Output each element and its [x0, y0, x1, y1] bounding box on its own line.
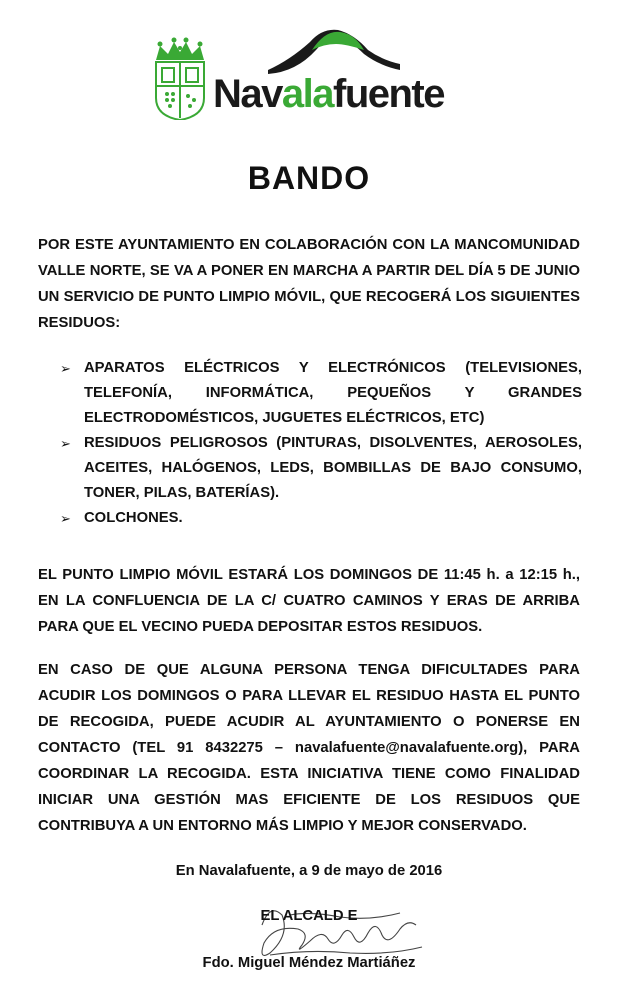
list-item-text: RESIDUOS PELIGROSOS (PINTURAS, DISOLVENTES, AEROSOLES, ACEITES, HALÓGENOS, LEDS, BOMBILLAS DE BAJO CONSUMO, TONER, PILAS, BATERÍAS). [84, 435, 582, 501]
signer-name: Fdo. Miguel Méndez Martiáñez [202, 955, 416, 971]
list-item-text: COLCHONES. [84, 510, 183, 526]
header-logo [150, 20, 450, 120]
contact-paragraph: EN CASO DE QUE ALGUNA PERSONA TENGA DIFICULTADES PARA ACUDIR LOS DOMINGOS O PARA LLEVAR EL RESIDUO HASTA EL PUNTO DE RECOGIDA, PUEDE ACUDIR AL AYUNTAMIENTO O PONERSE EN CONTACTO (TEL 91 8432275 – navalafuente@navalafuente.org), PARA COORDINAR LA RECOGIDA. ESTA INICIATIVA TIENE COMO FINALIDAD INICIAR UNA GESTIÓN MAS EFICIENTE DE LOS RESIDUOS QUE CONTRIBUYA A UN ENTORNO MÁS LIMPIO Y MEJOR CONSERVADO. [38, 662, 580, 834]
document-title: BANDO [247, 160, 371, 196]
list-item [60, 506, 582, 531]
arrow-bullet-icon: ➢ [60, 361, 71, 376]
logo-text-nav: Nav [213, 72, 282, 116]
logo-text-ala: ala [281, 72, 333, 116]
list-item-text: APARATOS ELÉCTRICOS Y ELECTRÓNICOS (TELEVISIONES, TELEFONÍA, INFORMÁTICA, PEQUEÑOS Y GRANDES ELECTRODOMÉSTICOS, JUGUETES ELÉCTRICOS, ETC) [84, 360, 582, 426]
arrow-bullet-icon: ➢ [60, 436, 71, 451]
signer-title: EL ALCALD E [260, 908, 358, 924]
schedule-paragraph: EL PUNTO LIMPIO MÓVIL ESTARÁ LOS DOMINGOS DE 11:45 h. a 12:15 h., EN LA CONFLUENCIA DE LA C/ CUATRO CAMINOS Y ERAS DE ARRIBA PARA QUE EL VECINO PUEDA DEPOSITAR ESTOS RESIDUOS. [38, 567, 580, 635]
logo-wordmark [213, 70, 444, 118]
list-item [60, 356, 582, 431]
intro-paragraph: POR ESTE AYUNTAMIENTO EN COLABORACIÓN CON LA MANCOMUNIDAD VALLE NORTE, SE VA A PONER EN MARCHA A PARTIR DEL DÍA 5 DE JUNIO UN SERVICIO DE PUNTO LIMPIO MÓVIL, QUE RECOGERÁ LOS SIGUIENTES RESIDUOS: [38, 237, 580, 331]
arrow-bullet-icon: ➢ [60, 511, 71, 526]
residue-list [60, 356, 582, 531]
date-line: En Navalafuente, a 9 de mayo de 2016 [175, 863, 443, 879]
logo-text-fuente: fuente [333, 72, 444, 116]
list-item [60, 431, 582, 506]
